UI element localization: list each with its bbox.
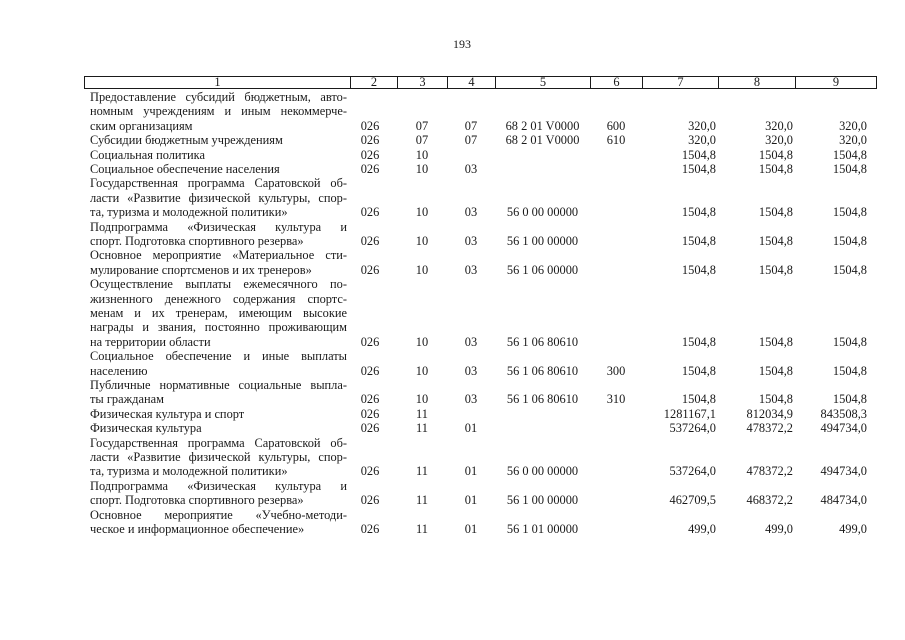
expense-type-code bbox=[590, 335, 642, 349]
row-description-line: Физическая культура и спорт bbox=[90, 406, 245, 421]
row-description-line: награды и звания, постоянно проживающим bbox=[90, 320, 347, 335]
subsection-code: 01 bbox=[464, 464, 478, 479]
expense-type-code: 300 bbox=[606, 363, 626, 378]
row-description-line: ческое и информационное обеспечение» bbox=[90, 522, 305, 536]
amount-col-8: 1504,8 bbox=[758, 234, 793, 248]
amount-col-7: 1504,8 bbox=[681, 162, 716, 176]
target-article-code: 56 0 00 00000 bbox=[506, 464, 579, 479]
amount-col-8: 499,0 bbox=[765, 522, 793, 536]
subsection-code: 01 bbox=[464, 493, 478, 508]
amount-col-8: 1504,8 bbox=[758, 162, 793, 176]
row-description-line: Публичные нормативные социальные выпла- bbox=[90, 378, 347, 392]
subsection-code: 01 bbox=[464, 421, 478, 436]
amount-col-8: 1504,8 bbox=[758, 147, 793, 162]
target-article-code: 56 1 00 00000 bbox=[506, 234, 579, 248]
target-article-code: 56 1 01 00000 bbox=[506, 522, 579, 536]
amount-col-9: 1504,8 bbox=[832, 392, 867, 407]
amount-col-8: 812034,9 bbox=[746, 406, 793, 421]
amount-col-9: 494734,0 bbox=[820, 464, 867, 479]
row-description-line: Физическая культура bbox=[90, 421, 202, 436]
section-code: 11 bbox=[416, 421, 428, 436]
section-code: 07 bbox=[415, 118, 429, 133]
row-description-line: Основное мероприятие «Учебно-методи- bbox=[90, 507, 347, 522]
expense-type-code bbox=[590, 148, 642, 162]
section-code: 07 bbox=[415, 133, 429, 148]
amount-col-7: 1504,8 bbox=[681, 205, 716, 220]
admin-code: 026 bbox=[360, 118, 380, 133]
header-cell-6: 6 bbox=[591, 77, 643, 89]
amount-col-7: 1504,8 bbox=[681, 262, 716, 277]
amount-col-7: 499,0 bbox=[688, 522, 716, 536]
row-description-line: спорт. Подготовка спортивного резерва» bbox=[90, 493, 304, 508]
row-description-line: Социальная политика bbox=[90, 147, 205, 162]
admin-code: 026 bbox=[360, 133, 380, 148]
amount-col-7: 1504,8 bbox=[681, 147, 716, 162]
amount-col-9: 1504,8 bbox=[832, 262, 867, 277]
row-description-line: Предоставление субсидий бюджетным, авто- bbox=[90, 90, 347, 104]
subsection-code: 03 bbox=[464, 392, 478, 407]
section-code: 10 bbox=[415, 147, 429, 162]
admin-code: 026 bbox=[360, 262, 380, 277]
expense-type-code: 310 bbox=[606, 392, 626, 407]
row-description-line: Подпрограмма «Физическая культура и bbox=[90, 219, 347, 234]
amount-col-9: 484734,0 bbox=[820, 493, 867, 508]
row-description-line: на территории области bbox=[90, 334, 211, 349]
admin-code: 026 bbox=[360, 493, 380, 508]
target-article-code bbox=[495, 407, 590, 421]
subsection-code: 03 bbox=[464, 363, 478, 378]
header-cell-2: 2 bbox=[351, 77, 398, 89]
row-description-line: населению bbox=[90, 363, 148, 378]
target-article-code bbox=[495, 148, 590, 162]
row-description-line: мулирование спортсменов и их тренеров» bbox=[90, 262, 312, 277]
section-code: 11 bbox=[416, 522, 428, 536]
row-description-line: Подпрограмма «Физическая культура и bbox=[90, 478, 347, 493]
amount-col-9: 320,0 bbox=[839, 118, 867, 133]
target-article-code: 68 2 01 V0000 bbox=[505, 118, 580, 133]
admin-code: 026 bbox=[360, 205, 380, 220]
row-description-line: ласти «Развитие физической культуры, спор- bbox=[90, 190, 347, 205]
admin-code: 026 bbox=[360, 147, 380, 162]
row-description-line: Осуществление выплаты ежемесячного по- bbox=[90, 277, 347, 292]
subsection-code: 03 bbox=[464, 162, 478, 176]
row-description-line: Социальное обеспечение и иные выплаты bbox=[90, 349, 347, 364]
target-article-code: 56 1 06 00000 bbox=[506, 262, 579, 277]
section-code: 10 bbox=[415, 262, 429, 277]
admin-code: 026 bbox=[360, 406, 380, 421]
row-description-line: номным учреждениям и иным некоммерче- bbox=[90, 104, 347, 119]
amount-col-7: 537264,0 bbox=[669, 464, 716, 479]
section-code: 10 bbox=[415, 334, 429, 349]
header-cell-7: 7 bbox=[643, 77, 719, 89]
header-cell-1: 1 bbox=[85, 77, 351, 89]
admin-code: 026 bbox=[360, 334, 380, 349]
amount-col-7: 1504,8 bbox=[681, 334, 716, 349]
admin-code: 026 bbox=[360, 464, 380, 479]
amount-col-7: 1504,8 bbox=[681, 363, 716, 378]
section-code: 11 bbox=[416, 493, 428, 508]
subsection-code: 03 bbox=[464, 334, 478, 349]
amount-col-8: 478372,2 bbox=[746, 464, 793, 479]
amount-col-9: 494734,0 bbox=[820, 421, 867, 436]
amount-col-8: 1504,8 bbox=[758, 262, 793, 277]
target-article-code bbox=[495, 162, 590, 176]
amount-col-8: 1504,8 bbox=[758, 363, 793, 378]
section-code: 10 bbox=[415, 162, 429, 176]
target-article-code: 56 1 00 00000 bbox=[506, 493, 579, 508]
expense-type-code bbox=[590, 407, 642, 421]
header-cell-4: 4 bbox=[448, 77, 496, 89]
row-description-line: Субсидии бюджетным учреждениям bbox=[90, 133, 283, 148]
amount-col-9: 1504,8 bbox=[832, 363, 867, 378]
subsection-code: 01 bbox=[464, 522, 478, 536]
row-description-line: та, туризма и молодежной политики» bbox=[90, 205, 288, 220]
header-cell-9: 9 bbox=[796, 77, 877, 89]
subsection-code: 03 bbox=[464, 234, 478, 248]
target-article-code: 56 0 00 00000 bbox=[506, 205, 579, 220]
expense-type-code bbox=[590, 421, 642, 435]
subsection-code: 07 bbox=[464, 133, 478, 148]
page-number: 193 bbox=[453, 37, 471, 51]
admin-code: 026 bbox=[360, 421, 380, 436]
expense-type-code bbox=[590, 464, 642, 478]
admin-code: 026 bbox=[360, 363, 380, 378]
amount-col-9: 1504,8 bbox=[832, 162, 867, 176]
row-description-line: Социальное обеспечение населения bbox=[90, 162, 280, 176]
section-code: 10 bbox=[415, 205, 429, 220]
admin-code: 026 bbox=[360, 234, 380, 248]
amount-col-7: 462709,5 bbox=[669, 493, 716, 508]
expense-type-code bbox=[590, 493, 642, 507]
subsection-code bbox=[447, 148, 495, 162]
row-description-line: жизненного денежного содержания спортс- bbox=[90, 291, 347, 306]
amount-col-8: 1504,8 bbox=[758, 334, 793, 349]
amount-col-7: 1281167,1 bbox=[663, 406, 716, 421]
amount-col-7: 320,0 bbox=[688, 118, 716, 133]
section-code: 11 bbox=[416, 406, 428, 421]
section-code: 10 bbox=[415, 363, 429, 378]
amount-col-9: 1504,8 bbox=[832, 334, 867, 349]
expense-type-code bbox=[590, 162, 642, 176]
target-article-code bbox=[495, 421, 590, 435]
amount-col-9: 1504,8 bbox=[832, 147, 867, 162]
amount-col-7: 320,0 bbox=[688, 133, 716, 148]
header-cell-3: 3 bbox=[398, 77, 448, 89]
column-number-header bbox=[84, 76, 877, 89]
target-article-code: 68 2 01 V0000 bbox=[505, 133, 580, 148]
amount-col-8: 468372,2 bbox=[746, 493, 793, 508]
target-article-code: 56 1 06 80610 bbox=[506, 334, 579, 349]
admin-code: 026 bbox=[360, 522, 380, 536]
amount-col-8: 1504,8 bbox=[758, 392, 793, 407]
subsection-code: 03 bbox=[464, 262, 478, 277]
row-description-line: ским организациям bbox=[90, 118, 193, 133]
amount-col-9: 1504,8 bbox=[832, 234, 867, 248]
amount-col-7: 537264,0 bbox=[669, 421, 716, 436]
amount-col-8: 1504,8 bbox=[758, 205, 793, 220]
admin-code: 026 bbox=[360, 392, 380, 407]
subsection-code: 03 bbox=[464, 205, 478, 220]
target-article-code: 56 1 06 80610 bbox=[506, 363, 579, 378]
target-article-code: 56 1 06 80610 bbox=[506, 392, 579, 407]
amount-col-9: 1504,8 bbox=[832, 205, 867, 220]
row-description-line: Государственная программа Саратовской об- bbox=[90, 176, 347, 191]
row-description-line: менам и их тренерам, имеющим высокие bbox=[90, 306, 347, 320]
expense-type-code bbox=[590, 522, 642, 536]
amount-col-7: 1504,8 bbox=[681, 392, 716, 407]
row-description-line: спорт. Подготовка спортивного резерва» bbox=[90, 234, 304, 248]
header-cell-5: 5 bbox=[496, 77, 591, 89]
row-description-line: ты гражданам bbox=[90, 392, 164, 407]
expense-type-code: 600 bbox=[606, 118, 626, 133]
amount-col-9: 843508,3 bbox=[820, 406, 867, 421]
expense-type-code bbox=[590, 263, 642, 277]
row-description-line: та, туризма и молодежной политики» bbox=[90, 464, 288, 479]
subsection-code: 07 bbox=[464, 118, 478, 133]
amount-col-8: 478372,2 bbox=[746, 421, 793, 436]
amount-col-8: 320,0 bbox=[765, 118, 793, 133]
section-code: 11 bbox=[416, 464, 428, 479]
amount-col-7: 1504,8 bbox=[681, 234, 716, 248]
row-description-line: Основное мероприятие «Материальное сти- bbox=[90, 248, 347, 263]
expense-type-code bbox=[590, 205, 642, 219]
header-cell-8: 8 bbox=[719, 77, 796, 89]
expense-type-code bbox=[590, 234, 642, 248]
amount-col-8: 320,0 bbox=[765, 133, 793, 148]
section-code: 10 bbox=[415, 234, 429, 248]
expense-type-code: 610 bbox=[606, 133, 626, 148]
admin-code: 026 bbox=[360, 162, 380, 176]
section-code: 10 bbox=[415, 392, 429, 407]
subsection-code bbox=[447, 407, 495, 421]
row-description-line: ласти «Развитие физической культуры, спор- bbox=[90, 450, 347, 464]
amount-col-9: 499,0 bbox=[839, 522, 867, 536]
row-description-line: Государственная программа Саратовской об- bbox=[90, 435, 347, 450]
amount-col-9: 320,0 bbox=[839, 133, 867, 148]
